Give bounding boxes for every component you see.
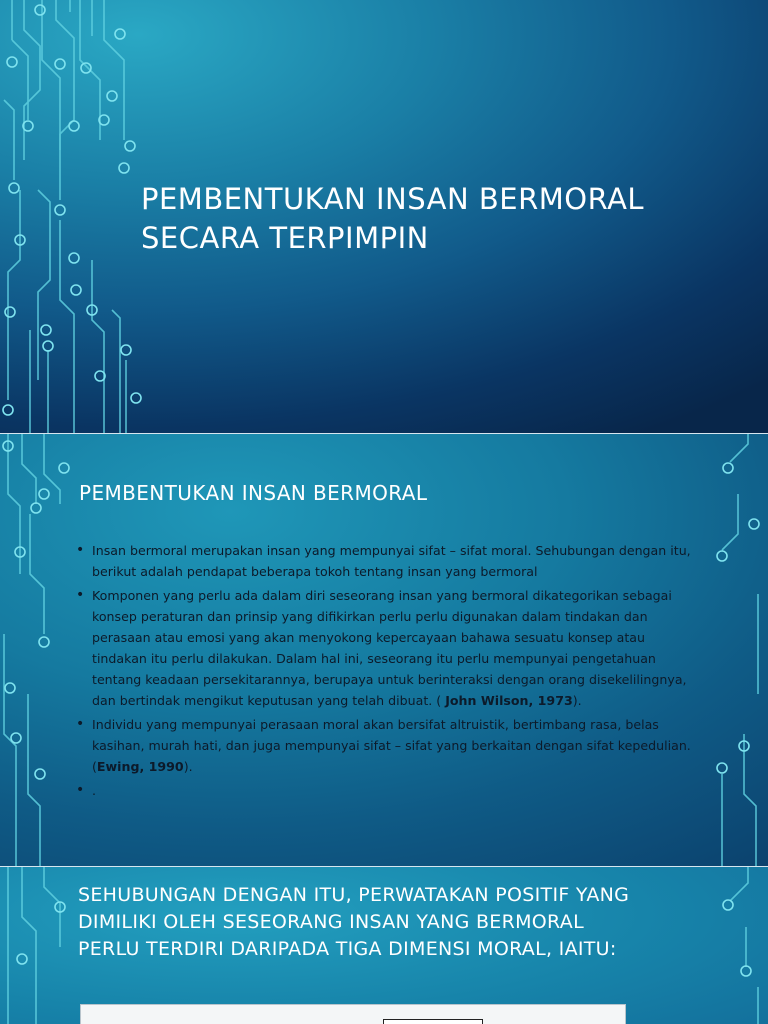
slide-title xyxy=(0,0,768,433)
citation: Ewing, 1990 xyxy=(96,759,184,774)
circuit-pattern-right xyxy=(708,434,768,866)
bullet-list xyxy=(76,540,696,804)
bullet-text-end: ). xyxy=(572,693,582,708)
slide-heading: SEHUBUNGAN DENGAN ITU, PERWATAKAN POSITIF YANG DIMILIKI OLEH SESEORANG INSAN YANG BERMORAL PERLU TERDIRI DARIPADA TIGA DIMENSI MORAL, IAITU: xyxy=(78,884,630,960)
title-line-2: SECARA TERPIMPIN xyxy=(141,221,429,255)
circuit-pattern-left xyxy=(0,867,80,1024)
slide-heading: PEMBENTUKAN INSAN BERMORAL xyxy=(79,481,428,505)
slide-title-heading xyxy=(141,180,741,258)
diagram-box xyxy=(383,1019,483,1024)
bullet-item xyxy=(76,540,696,582)
bullet-item xyxy=(76,780,696,801)
bullet-text: Individu yang mempunyai perasaan moral akan bersifat altruistik, bertimbang rasa, belas kasihan, murah hati, dan juga mempunyai sifat – sifat yang berkaitan dengan sifat kepedulian. ( xyxy=(92,717,691,774)
circuit-pattern-left xyxy=(0,434,80,866)
bullet-item xyxy=(76,714,696,777)
bullet-text: . xyxy=(92,783,97,798)
bullet-text-end: ). xyxy=(183,759,193,774)
citation: John Wilson, 1973 xyxy=(445,693,573,708)
bullet-text: Komponen yang perlu ada dalam diri seseorang insan yang bermoral dikategorikan sebagai konsep peraturan dan prinsip yang difikirkan perlu perlu digunakan dalam tindakan dan perasaan atau emosi yang akan menyokong kepercayaan bahawa sesuatu konsep atau tindakan itu perlu dilakukan. Dalam hal ini, seseorang itu perlu mempunyai pengetahuan tentang keadaan persekitarannya, berupaya untuk berinteraksi dengan orang disekelilingnya, dan bertindak mengikut keputusan yang telah dibuat. ( xyxy=(92,588,687,708)
circuit-pattern-left xyxy=(0,0,160,433)
bullet-item xyxy=(76,585,696,711)
diagram-image xyxy=(80,1004,626,1024)
circuit-pattern-right xyxy=(708,867,768,1024)
bullet-text: Insan bermoral merupakan insan yang mempunyai sifat – sifat moral. Sehubungan dengan itu, berikut adalah pendapat beberapa tokoh tentang insan yang bermoral xyxy=(92,543,691,579)
title-line-1: PEMBENTUKAN INSAN BERMORAL xyxy=(141,182,645,216)
